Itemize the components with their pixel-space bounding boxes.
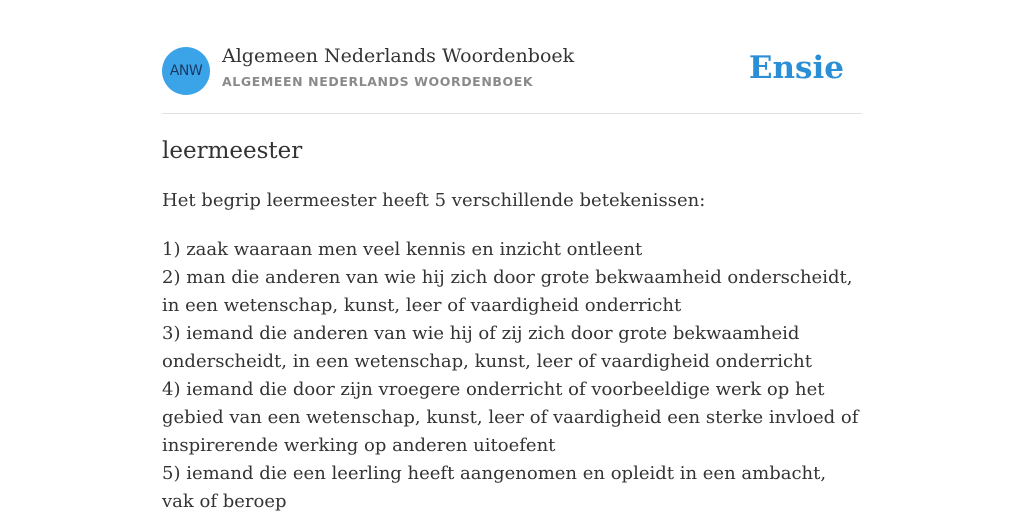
definition-item: 2) man die anderen van wie hij zich door grote bekwaamheid onderscheidt, in een wetenschap, kunst, leer of vaardigheid onderricht xyxy=(162,267,853,316)
definition-item: 1) zaak waaraan men veel kennis en inzicht ontleent xyxy=(162,239,643,260)
definition-item: 5) iemand die een leerling heeft aangenomen en opleidt in een ambacht, vak of beroep xyxy=(162,463,827,512)
entry-word: leermeester xyxy=(162,138,303,164)
header xyxy=(162,0,862,114)
entry-intro: Het begrip leermeester heeft 5 verschillende betekenissen: xyxy=(162,190,706,211)
definition-list xyxy=(162,236,862,516)
source-subtitle: ALGEMEEN NEDERLANDS WOORDENBOEK xyxy=(222,74,534,89)
definition-item: 4) iemand die door zijn vroegere onderricht of voorbeeldige werk op het gebied van een wetenschap, kunst, leer of vaardigheid een sterke invloed of inspirerende werking op anderen uitoefent xyxy=(162,379,859,456)
definition-item: 3) iemand die anderen van wie hij of zij zich door grote bekwaamheid onderscheidt, in een wetenschap, kunst, leer of vaardigheid onderricht xyxy=(162,323,812,372)
ensie-logo[interactable]: Ensie xyxy=(748,50,844,86)
source-title[interactable]: Algemeen Nederlands Woordenboek xyxy=(222,45,575,67)
page-container xyxy=(162,0,862,512)
anw-logo[interactable]: ANW xyxy=(162,47,210,95)
